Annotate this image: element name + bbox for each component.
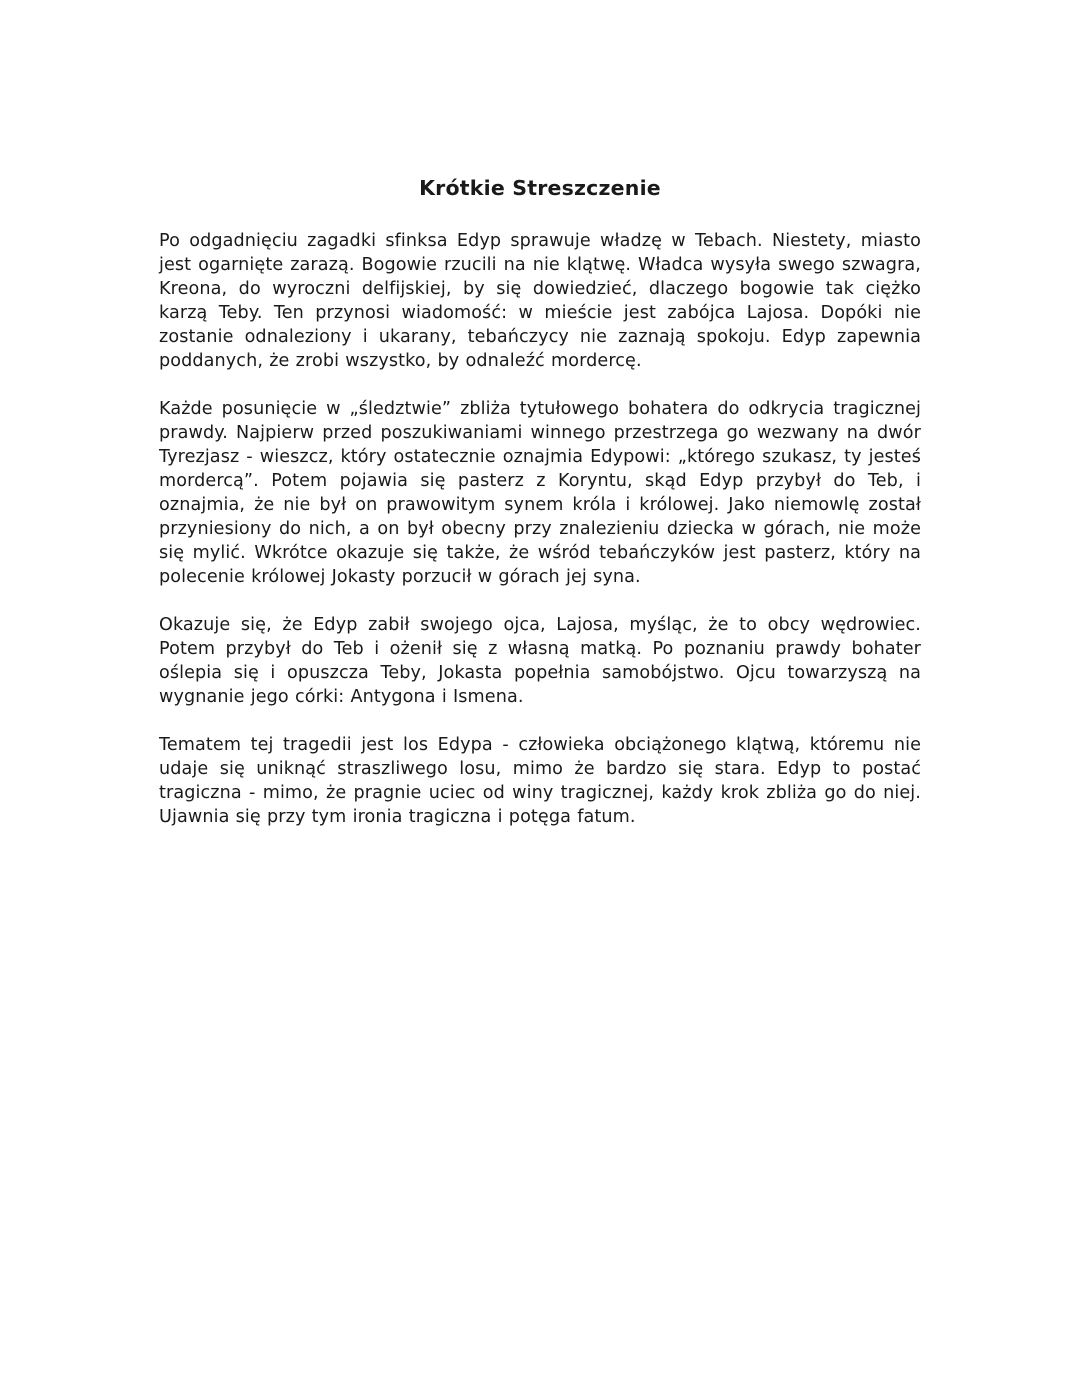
paragraph-3: Okazuje się, że Edyp zabił swojego ojca, Lajosa, myśląc, że to obcy wędrowiec. Potem przybył do Teb i ożenił się z własną matką. Po poznaniu prawdy bohater oślepia się i opuszcza Teby, Jokasta popełnia samobójstwo. Ojcu towarzyszą na wygnanie jego córki: Antygona i Ismena. (159, 615, 921, 707)
paragraph-1: Po odgadnięciu zagadki sfinksa Edyp sprawuje władzę w Tebach. Niestety, miasto jest ogarnięte zarazą. Bogowie rzucili na nie klątwę. Władca wysyła swego szwagra, Kreona, do wyroczni delfijskiej, by się dowiedzieć, dlaczego bogowie tak ciężko karzą Teby. Ten przynosi wiadomość: w mieście jest zabójca Lajosa. Dopóki nie zostanie odnaleziony i ukarany, tebańczycy nie zaznają spokoju. Edyp zapewnia poddanych, że zrobi wszystko, by odnaleźć mordercę. (159, 231, 921, 371)
document-body (159, 229, 921, 853)
page-title: Krótkie Streszczenie (419, 176, 661, 200)
paragraph-2: Każde posunięcie w „śledztwie” zbliża tytułowego bohatera do odkrycia tragicznej prawdy. Najpierw przed poszukiwaniami winnego przestrzega go wezwany na dwór Tyrezjasz - wieszcz, który ostatecznie oznajmia Edypowi: „którego szukasz, ty jesteś mordercą”. Potem pojawia się pasterz z Koryntu, skąd Edyp przybył do Teb, i oznajmia, że nie był on prawowitym synem króla i królowej. Jako niemowlę został przyniesiony do nich, a on był obecny przy znalezieniu dziecka w górach, nie może się mylić. Wkrótce okazuje się także, że wśród tebańczyków jest pasterz, który na polecenie królowej Jokasty porzucił w górach jej syna. (159, 399, 921, 587)
paragraph-4: Tematem tej tragedii jest los Edypa - człowieka obciążonego klątwą, któremu nie udaje się uniknąć straszliwego losu, mimo że bardzo się stara. Edyp to postać tragiczna - mimo, że pragnie uciec od winy tragicznej, każdy krok zbliża go do niej. Ujawnia się przy tym ironia tragiczna i potęga fatum. (159, 735, 921, 827)
